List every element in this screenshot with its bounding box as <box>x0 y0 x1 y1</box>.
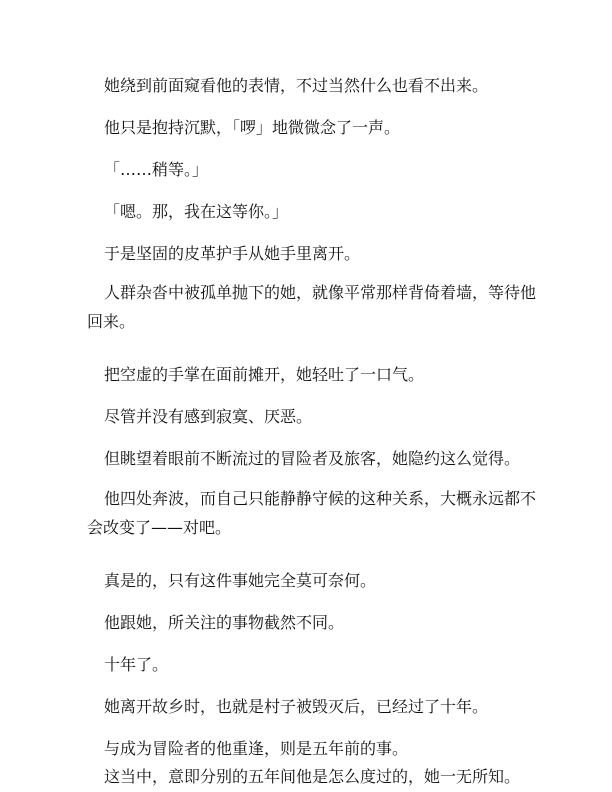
paragraph: 于是坚固的皮革护手从她手里离开。 <box>104 244 361 263</box>
paragraph: 「……稍等。」 <box>104 160 209 179</box>
paragraph: 她绕到前面窥看他的表情，不过当然什么也看不出来。 <box>104 76 489 95</box>
paragraph: 她离开故乡时，也就是村子被毁灭后，已经过了十年。 <box>104 697 489 716</box>
paragraph: 他跟她，所关注的事物截然不同。 <box>104 613 345 632</box>
paragraph: 把空虚的手掌在面前摊开，她轻吐了一口气。 <box>104 365 425 384</box>
paragraph: 「嗯。那，我在这等你。」 <box>104 202 289 221</box>
paragraph: 尽管并没有感到寂寞、厌恶。 <box>104 407 313 426</box>
paragraph: 但眺望着眼前不断流过的冒险者及旅客，她隐约这么觉得。 <box>104 449 521 468</box>
paragraph: 真是的，只有这件事她完全莫可奈何。 <box>104 571 377 590</box>
paragraph: 他四处奔波，而自己只能静静守候的这种关系，大概永远都不会改变了——对吧。 <box>87 489 537 537</box>
paragraph: 与成为冒险者的他重逢，则是五年前的事。 <box>104 739 409 758</box>
paragraph: 他只是抱持沉默，「啰」地微微念了一声。 <box>104 118 401 137</box>
paragraph: 这当中，意即分别的五年间他是怎么度过的，她一无所知。 <box>104 767 521 786</box>
paragraph: 人群杂沓中被孤单抛下的她，就像平常那样背倚着墙，等待他回来。 <box>87 283 537 331</box>
paragraph: 十年了。 <box>104 655 169 674</box>
